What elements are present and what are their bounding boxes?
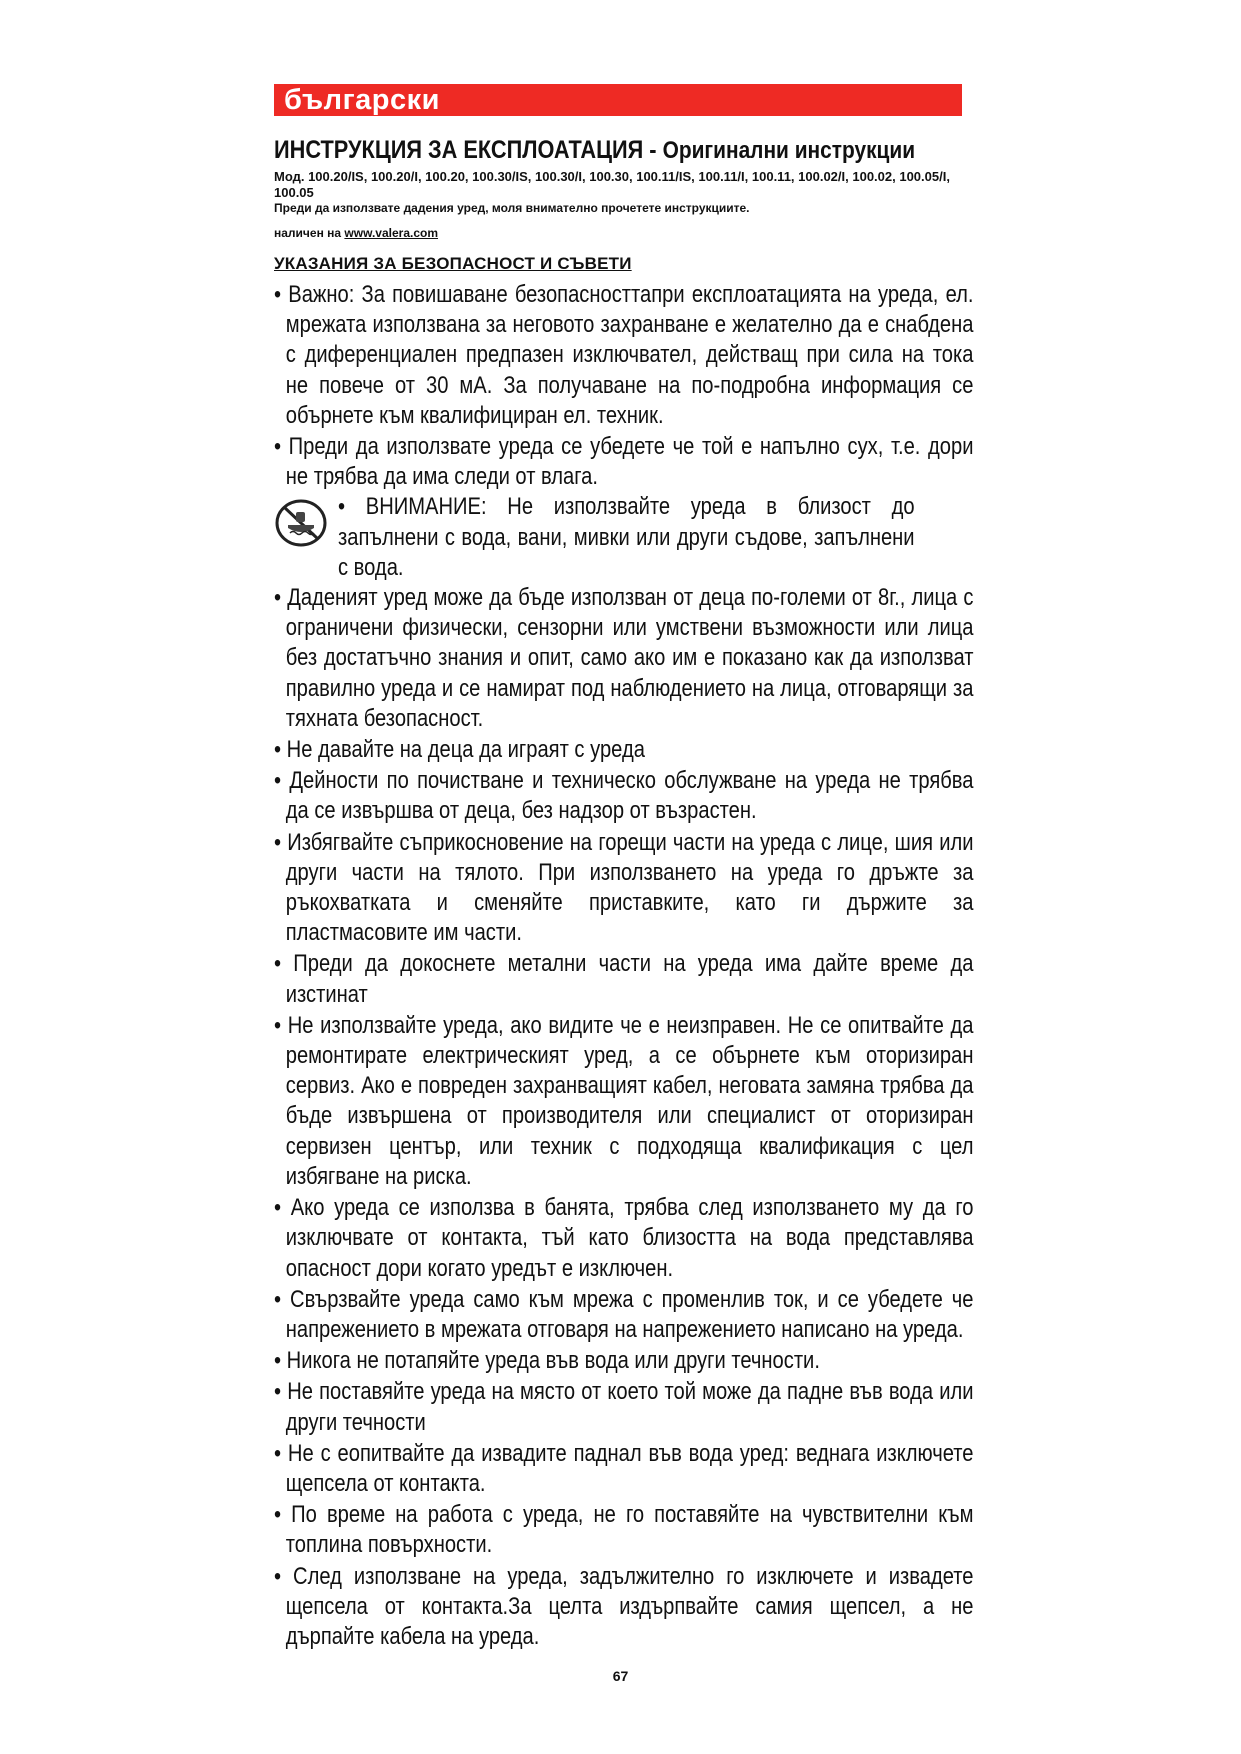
- list-item: • Ако уреда се използва в банята, трябва след използването му да го изключвате от контакта, тъй като близостта на вода представлява опасност дори когато уредът е изключен.: [274, 1194, 974, 1282]
- list-item: • Даденият уред може да бъде използван от деца по-големи от 8г., лица с ограничени физически, сензорни или умствени възможности или лица без достатъчно знания и опит, само ако им е показано как да използват правилно уреда и се намират под наблюдението на лица, отговарящи за тяхната безопасност.: [274, 584, 974, 732]
- model-list: Мод. 100.20/IS, 100.20/I, 100.20, 100.30/IS, 100.30/I, 100.30, 100.11/IS, 100.11/I, 100.11, 100.02/I, 100.02, 100.05/I, 100.05: [274, 169, 950, 200]
- page-number: 67: [612, 1668, 629, 1684]
- availability-line: [274, 226, 962, 240]
- title-sub: Оригинални инструкции: [662, 137, 916, 164]
- list-item: • Дейности по почистване и техническо обслужване на уреда не трябва да се извършва от деца, без надзор от възрастен.: [274, 767, 974, 825]
- list-item: • След използване на уреда, задължително го изключете и извадете щепсела от контакта.За целта издърпвайте самия щепсел, а не дърпайте кабела на уреда.: [274, 1562, 974, 1650]
- page-title: [274, 136, 916, 165]
- list-item: • ВНИМАНИЕ: Не използвайте уреда в близост до запълнени с вода, вани, мивки или други съдове, запълнени с вода.: [338, 493, 915, 581]
- list-item: • Не давайте на деца да играят с уреда: [274, 736, 645, 764]
- no-bath-warning-icon: [274, 498, 328, 548]
- list-item: • Важно: За повишаване безопасносттапри експлоатацията на уреда, ел. мрежата използвана за неговото захранване е желателно да е снабдена с диференциален предпазен изключвател, действащ при сила на тока не повече от 30 мА. За получаване на по-подробна информация се обърнете към квалифициран ел. техник.: [274, 281, 974, 429]
- section-title: УКАЗАНИЯ ЗА БЕЗОПАСНОСТ И СЪВЕТИ: [274, 254, 632, 273]
- list-item: • Никога не потапяйте уреда във вода или други течности.: [274, 1347, 820, 1375]
- language-banner: [274, 84, 962, 116]
- language-label: български: [284, 83, 440, 116]
- list-item: • Свързвайте уреда само към мрежа с променлив ток, и се убедете че напрежението в мрежата отговаря на напрежението написано на уреда.: [274, 1285, 974, 1343]
- list-item: • По време на работа с уреда, не го поставяйте на чувствителни към топлина повърхности.: [274, 1501, 974, 1559]
- website-link[interactable]: www.valera.com: [344, 226, 439, 240]
- list-item: • Преди да докоснете метални части на уреда има дайте време да изстинат: [274, 950, 974, 1008]
- manual-page: [274, 83, 974, 1652]
- list-item: • Не поставяйте уреда на място от което той може да падне във вода или други течности: [274, 1378, 974, 1436]
- read-instructions-note: Преди да използвате дадения уред, моля внимателно прочетете инструкциите.: [274, 201, 750, 215]
- list-item: • Не използвайте уреда, ако видите че е неизправен. Не се опитвайте да ремонтирате електрическият уред, а се обърнете към оторизиран сервиз. Ако е повреден захранващият кабел, неговата замяна трябва да бъде извършена от производителя или специалист от оторизиран сервизен център, или техник с подходяща квалификация с цел избягване на риска.: [274, 1011, 974, 1190]
- safety-list: [274, 280, 974, 1652]
- availability-prefix: наличен на: [274, 226, 345, 240]
- warning-row: [274, 492, 962, 583]
- list-item: • Преди да използвате уреда се убедете че той е напълно сух, т.е. дори не трябва да има следи от влага.: [274, 433, 974, 491]
- title-main: ИНСТРУКЦИЯ ЗА ЕКСПЛОАТАЦИЯ -: [274, 136, 663, 164]
- list-item: • Не с еопитвайте да извадите паднал във вода уред: веднага изключете щепсела от контакта.: [274, 1439, 974, 1497]
- list-item: • Избягвайте съприкосновение на горещи части на уреда с лице, шия или други части на тялото. При използването на уреда го дръжте за ръкохватката и сменяйте приставките, като ги държите за пластмасовите им части.: [274, 828, 974, 947]
